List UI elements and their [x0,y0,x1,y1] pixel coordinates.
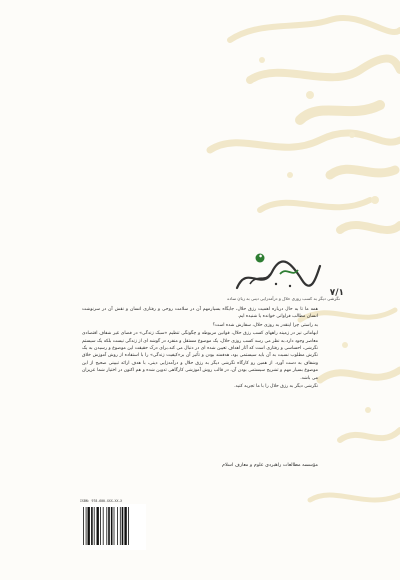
series-number: ۷/۱ [329,288,344,298]
description-text [82,306,318,391]
paragraph: ابهاماتی نیز در زمینه راههای کسب رزق حلال، قوانین مربوطه و چگونگی تنظیم «سبک زندگی» در فضای غیر شفاف اقتصادی معاصر وجود دارد.به نظر می رسد کسب روزی حلال، یک موضوع مستقل و منفرد در گوشه ای از زندگی نیست بلکه یک سیستم نگرشی، احساسی و رفتاری است که آثار اهداف تعیین شده ای در دنبال می کند.برای درک حقیقت این موضوع و رسیدن به یک نگرش مطلوب نسبت به آن باید سیستمی بود، هدفمند بودن و تأثیر آن بر«کیفیت زندگی» را با استفاده از روش آموزش خلاق وشفاف به دست آورد. از همین رو کارگاه نگرشی دیگر به رزق حلال و درآمدزایی دینی، با هدف ارائه تبیینی صحیح از این موضوع بسیار مهم و تشریح سیستمی بودن آن، در قالب روش آموزشی کارگاهی تدوین شده و هم اکنون در اختیار شما عزیزان می باشد. [82,331,318,381]
logo-calligraphy-icon [232,244,322,296]
series-logo [232,244,322,296]
isbn-text: ISBN: 978-600-XXX-XX-X [80,499,123,503]
paragraph: همه ما تا به حال درباره اهمیت رزق حلال، جایگاه بسیارمهم آن در سلامت روحی و رفتاری انسان و نقش آن در سرنوشت انسان مطالب فراوانی خوانده یا شنیده ایم. [82,307,318,320]
publisher-name: مؤسسه مطالعات راهبردی علوم و معارف اسلام [222,463,318,468]
barcode-icon [80,504,146,550]
paragraph: به راستی چرا اینقدر به روزی حلال، سفارش شده است؟ [212,322,318,328]
paragraph: نگرشی دیگر به رزق حلال را با ما تجربه کنید. [234,384,318,390]
series-subtitle: نگرشی دیگر به کسب روزی حلال و درآمدزایی دینی به زبان ساده [227,296,340,301]
